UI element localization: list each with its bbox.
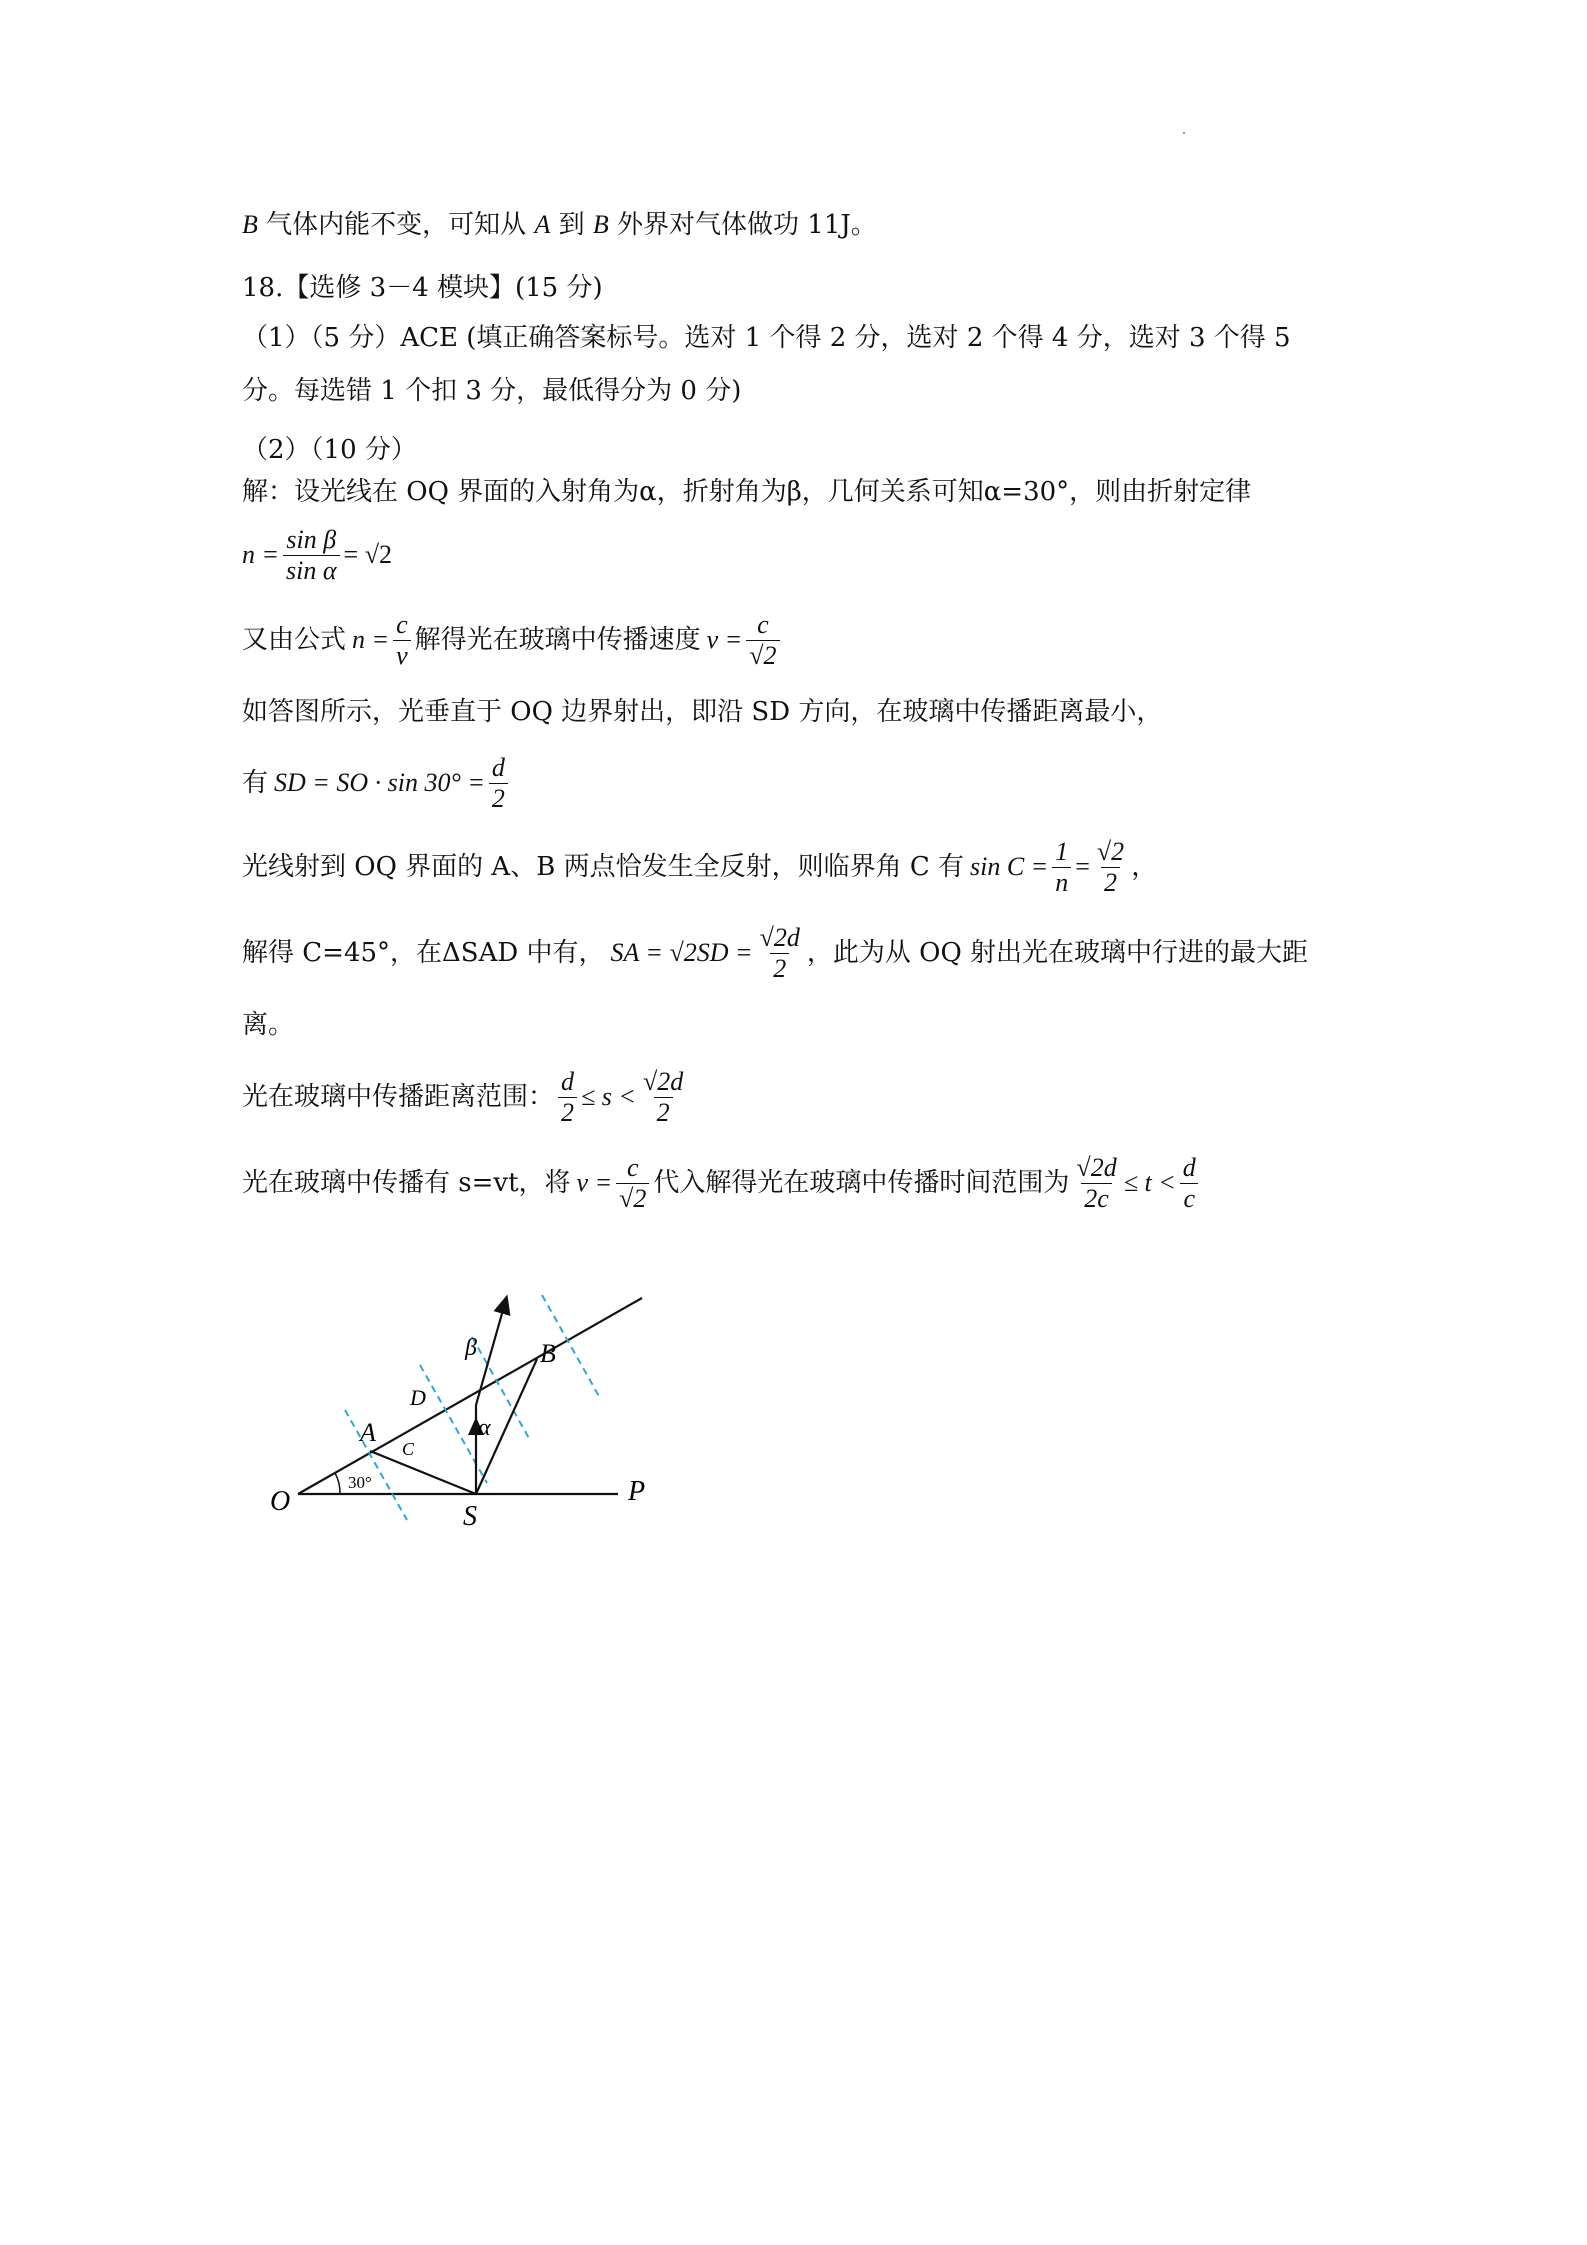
label-a: A — [360, 1418, 376, 1447]
fraction-denominator: v — [393, 640, 411, 671]
var-b: B — [242, 210, 258, 239]
fraction-numerator: d — [1182, 1152, 1196, 1182]
label-beta: β — [465, 1335, 477, 1361]
eq-lhs: v = — [576, 1168, 613, 1197]
fraction-denominator: 2c — [1081, 1183, 1112, 1214]
section-heading: 18.【选修 3－4 模块】(15 分) — [242, 273, 603, 303]
fraction-denominator: √2 — [616, 1183, 649, 1214]
equation-time-range — [242, 1148, 1362, 1218]
eq-lhs: n = — [352, 625, 390, 654]
eq-lhs: v = — [706, 625, 743, 654]
fraction — [1052, 837, 1071, 898]
eq-lhs: SD = SO · sin 30° = — [274, 768, 485, 797]
fraction-denominator: sin α — [283, 555, 340, 586]
equation-sa — [242, 918, 1362, 988]
text-seg: 解得光在玻璃中传播速度 — [414, 625, 701, 655]
fraction-denominator: n — [1052, 867, 1071, 898]
text-seg: 光线射到 OQ 界面的 A、B 两点恰发生全反射，则临界角 C 有 — [242, 852, 964, 882]
label-b: B — [540, 1339, 556, 1368]
fraction-denominator: c — [1180, 1183, 1198, 1214]
fraction — [1073, 1153, 1119, 1214]
eq-sign: = — [1075, 852, 1090, 881]
ray-out — [476, 1303, 505, 1405]
fraction-numerator: √2 — [1096, 836, 1125, 866]
answer-part-1: （1）（5 分）ACE (填正确答案标号。选对 1 个得 2 分，选对 2 个得 4 分，选对 3 个得 5 — [242, 323, 1291, 353]
optics-diagram — [250, 1275, 670, 1545]
label-angle-30: 30° — [348, 1473, 372, 1492]
fraction — [640, 1067, 686, 1128]
fraction-denominator: 2 — [489, 783, 508, 814]
equation-critical-angle — [242, 832, 1362, 902]
fraction-numerator: √2d — [1076, 1152, 1117, 1182]
label-c: C — [402, 1439, 415, 1459]
fraction-numerator: d — [491, 752, 505, 782]
text-line-13: 离。 — [242, 1010, 295, 1040]
dashed-normal — [345, 1410, 407, 1520]
fraction-denominator: 2 — [558, 1097, 577, 1128]
fraction-denominator: 2 — [654, 1097, 673, 1128]
answer-part-1-cont: 分。每选错 1 个扣 3 分，最低得分为 0 分) — [242, 376, 742, 406]
var-a: A — [534, 210, 551, 239]
equation-speed — [242, 605, 1362, 675]
fraction — [393, 610, 411, 671]
angle-arc-o — [335, 1473, 340, 1494]
fraction-denominator: 2 — [770, 953, 789, 984]
fraction-numerator: c — [757, 609, 769, 639]
label-p: P — [628, 1476, 646, 1507]
fraction — [558, 1067, 577, 1128]
text-seg: 解得 C=45°，在ΔSAD 中有， — [242, 938, 605, 968]
equation-distance-range — [242, 1062, 1362, 1132]
text-line-1 — [242, 205, 1362, 245]
equation-sd — [242, 748, 1362, 818]
line-oq — [298, 1298, 642, 1494]
fraction-numerator: √2d — [642, 1066, 684, 1096]
fraction-denominator: √2 — [746, 640, 779, 671]
eq-lhs: SA = √2SD = — [610, 938, 753, 967]
fraction — [746, 610, 779, 671]
fraction — [1094, 837, 1127, 898]
eq-sign: ≤ s < — [581, 1082, 636, 1111]
fraction-numerator: √2d — [759, 922, 800, 952]
text-seg: 到 — [558, 210, 585, 240]
text-line-9: 如答图所示，光垂直于 OQ 边界射出，即沿 SD 方向，在玻璃中传播距离最小， — [242, 697, 1163, 727]
text-seg: 代入解得光在玻璃中传播时间范围为 — [653, 1168, 1070, 1198]
fraction — [1180, 1153, 1199, 1214]
solution-intro: 解：设光线在 OQ 界面的入射角为α，折射角为β，几何关系可知α=30°，则由折射定律 — [242, 477, 1252, 507]
eq-lhs: n = — [242, 540, 280, 569]
text-seg: ， — [1131, 852, 1158, 882]
ray-sa — [370, 1451, 476, 1494]
scan-dot — [1183, 132, 1185, 134]
eq-rhs: = √2 — [343, 540, 392, 569]
text-seg: 外界对气体做功 11J。 — [617, 210, 877, 240]
answer-part-2-heading: （2）（10 分） — [242, 435, 417, 465]
text-seg: 气体内能不变，可知从 — [266, 210, 527, 240]
fraction-numerator: d — [561, 1066, 575, 1096]
eq-lhs: sin C = — [970, 852, 1049, 881]
text-seg: 又由公式 — [242, 625, 347, 655]
text-seg: 光在玻璃中传播有 s=vt，将 — [242, 1168, 571, 1198]
var-b: B — [592, 210, 609, 239]
fraction — [757, 923, 803, 984]
text-seg: 有 — [242, 768, 269, 798]
fraction-numerator: c — [396, 609, 408, 639]
label-o: O — [270, 1486, 291, 1517]
label-s: S — [463, 1501, 477, 1532]
fraction-denominator: 2 — [1101, 867, 1120, 898]
label-alpha: α — [478, 1415, 491, 1441]
fraction-numerator: c — [626, 1152, 639, 1182]
fraction-numerator: 1 — [1055, 836, 1069, 866]
text-seg: ，此为从 OQ 射出光在玻璃中行进的最大距 — [806, 938, 1309, 968]
fraction — [489, 753, 508, 814]
fraction — [616, 1153, 649, 1214]
equation-refraction — [242, 520, 1362, 590]
label-d: D — [410, 1385, 426, 1410]
eq-sign: ≤ t < — [1123, 1168, 1176, 1197]
text-seg: 光在玻璃中传播距离范围： — [242, 1082, 555, 1112]
fraction — [283, 525, 340, 586]
fraction-numerator: sin β — [286, 524, 337, 554]
